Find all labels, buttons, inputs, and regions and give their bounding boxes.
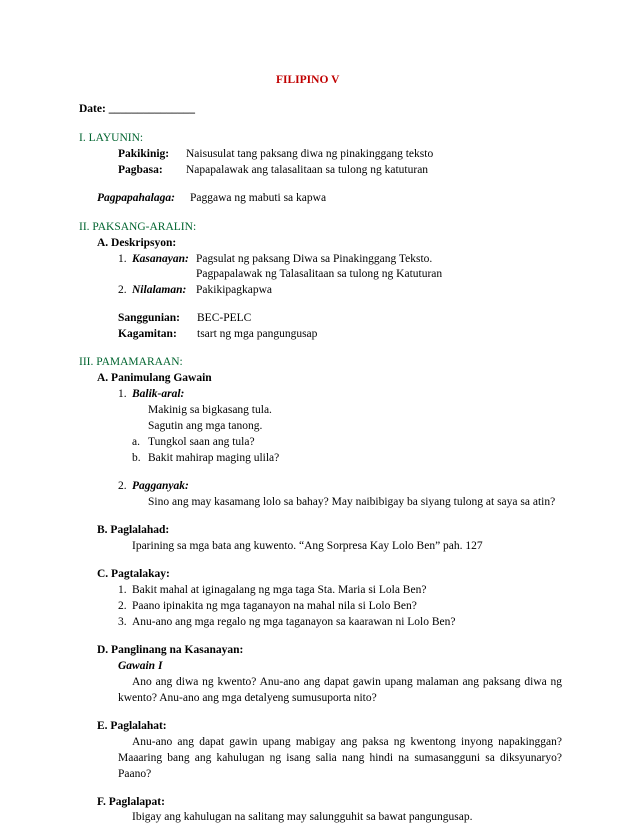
nilalaman-text: Pakikipagkapwa [196,284,273,296]
section-heading-pamamaraan: III. PAMAMARAAN: [79,356,183,368]
gawain-label: Gawain I [118,660,163,672]
panimulang-gawain-label: A. Panimulang Gawain [97,372,212,384]
pakikinig-label: Pakikinig: [118,148,170,160]
balik-aral-line-2: Sagutin ang mga tanong. [148,420,263,432]
pagbasa-label: Pagbasa: [118,164,163,176]
balik-aral-number: 1. [118,388,127,400]
nilalaman-label: Nilalaman: [132,284,187,296]
question-a-text: Tungkol saan ang tula? [148,436,255,448]
sanggunian-label: Sanggunian: [118,312,181,324]
kasanayan-number: 1. [118,253,127,265]
pagganyak-number: 2. [118,480,127,492]
paglalahat-line-3: Paano? [118,768,152,780]
paglalahat-label: E. Paglalahat: [97,720,167,732]
page-title: FILIPINO V [276,74,340,86]
balik-aral-line-1: Makinig sa bigkasang tula. [148,404,272,416]
section-heading-paksang-aralin: II. PAKSANG-ARALIN: [79,221,197,233]
pagtalakay-item-3-text: Anu-ano ang mga regalo ng mga taganayon sa kaarawan ni Lolo Ben? [132,616,456,628]
pagtalakay-item-3-number: 3. [118,616,127,628]
pagtalakay-item-1-number: 1. [118,584,127,596]
paglalapat-instruction: Ibigay ang kahulugan na salitang may salungguhit sa bawat pangungusap. [132,811,473,823]
kasanayan-label: Kasanayan: [132,253,189,265]
pagganyak-label: Pagganyak: [132,480,189,492]
nilalaman-number: 2. [118,284,127,296]
paglalahad-text: Iparining sa mga bata ang kuwento. “Ang Sorpresa Kay Lolo Ben” pah. 127 [132,540,483,552]
pagtalakay-item-2-number: 2. [118,600,127,612]
panglinang-label: D. Panglinang na Kasanayan: [97,644,244,656]
pagpapahalaga-label: Pagpapahalaga: [97,192,175,204]
paglalahat-line-1: Anu-ano ang dapat gawin upang mabigay ang paksa ng kwentong inyong napakinggan? [132,736,562,748]
kasanayan-text-1: Pagsulat ng paksang Diwa sa Pinakinggang Teksto. [196,253,433,265]
kagamitan-text: tsart ng mga pangungusap [197,328,318,340]
balik-aral-label: Balik-aral: [132,388,185,400]
date-line: Date: _______________ [79,103,195,115]
question-a-letter: a. [132,436,140,448]
pagbasa-text: Napapalawak ang talasalitaan sa tulong ng katuturan [186,164,429,176]
pagpapahalaga-text: Paggawa ng mabuti sa kapwa [190,192,327,204]
pakikinig-text: Naisusulat tang paksang diwa ng pinakinggang teksto [186,148,434,160]
paglalahat-line-2: Maaaring bang ang kahulugan ng isang salia nang hindi na sumasangguni sa diksyunaryo? [118,752,562,764]
question-b-letter: b. [132,452,141,464]
paglalapat-label: F. Paglalapat: [97,796,165,808]
kasanayan-text-2: Pagpapalawak ng Talasalitaan sa tulong ng Katuturan [196,268,443,280]
sanggunian-text: BEC-PELC [197,312,252,324]
pagtalakay-label: C. Pagtalakay: [97,568,170,580]
pagganyak-text: Sino ang may kasamang lolo sa bahay? May naibibigay ba siyang tulong at saya sa atin? [148,496,556,508]
section-heading-layunin: I. LAYUNIN: [79,132,144,144]
gawain-text-line-1: Ano ang diwa ng kwento? Anu-ano ang dapat gawin upang malaman ang paksang diwa ng [132,676,562,688]
pagtalakay-item-2-text: Paano ipinakita ng mga taganayon na mahal nila si Lolo Ben? [132,600,417,612]
question-b-text: Bakit mahirap maging ulila? [148,452,280,464]
paglalahad-label: B. Paglalahad: [97,524,170,536]
kagamitan-label: Kagamitan: [118,328,177,340]
deskripsyon-label: A. Deskripsyon: [97,237,177,249]
pagtalakay-item-1-text: Bakit mahal at iginagalang ng mga taga Sta. Maria si Lola Ben? [132,584,427,596]
gawain-text-line-2: kwento? Anu-ano ang mga detalyeng sumusuporta nito? [118,692,377,704]
